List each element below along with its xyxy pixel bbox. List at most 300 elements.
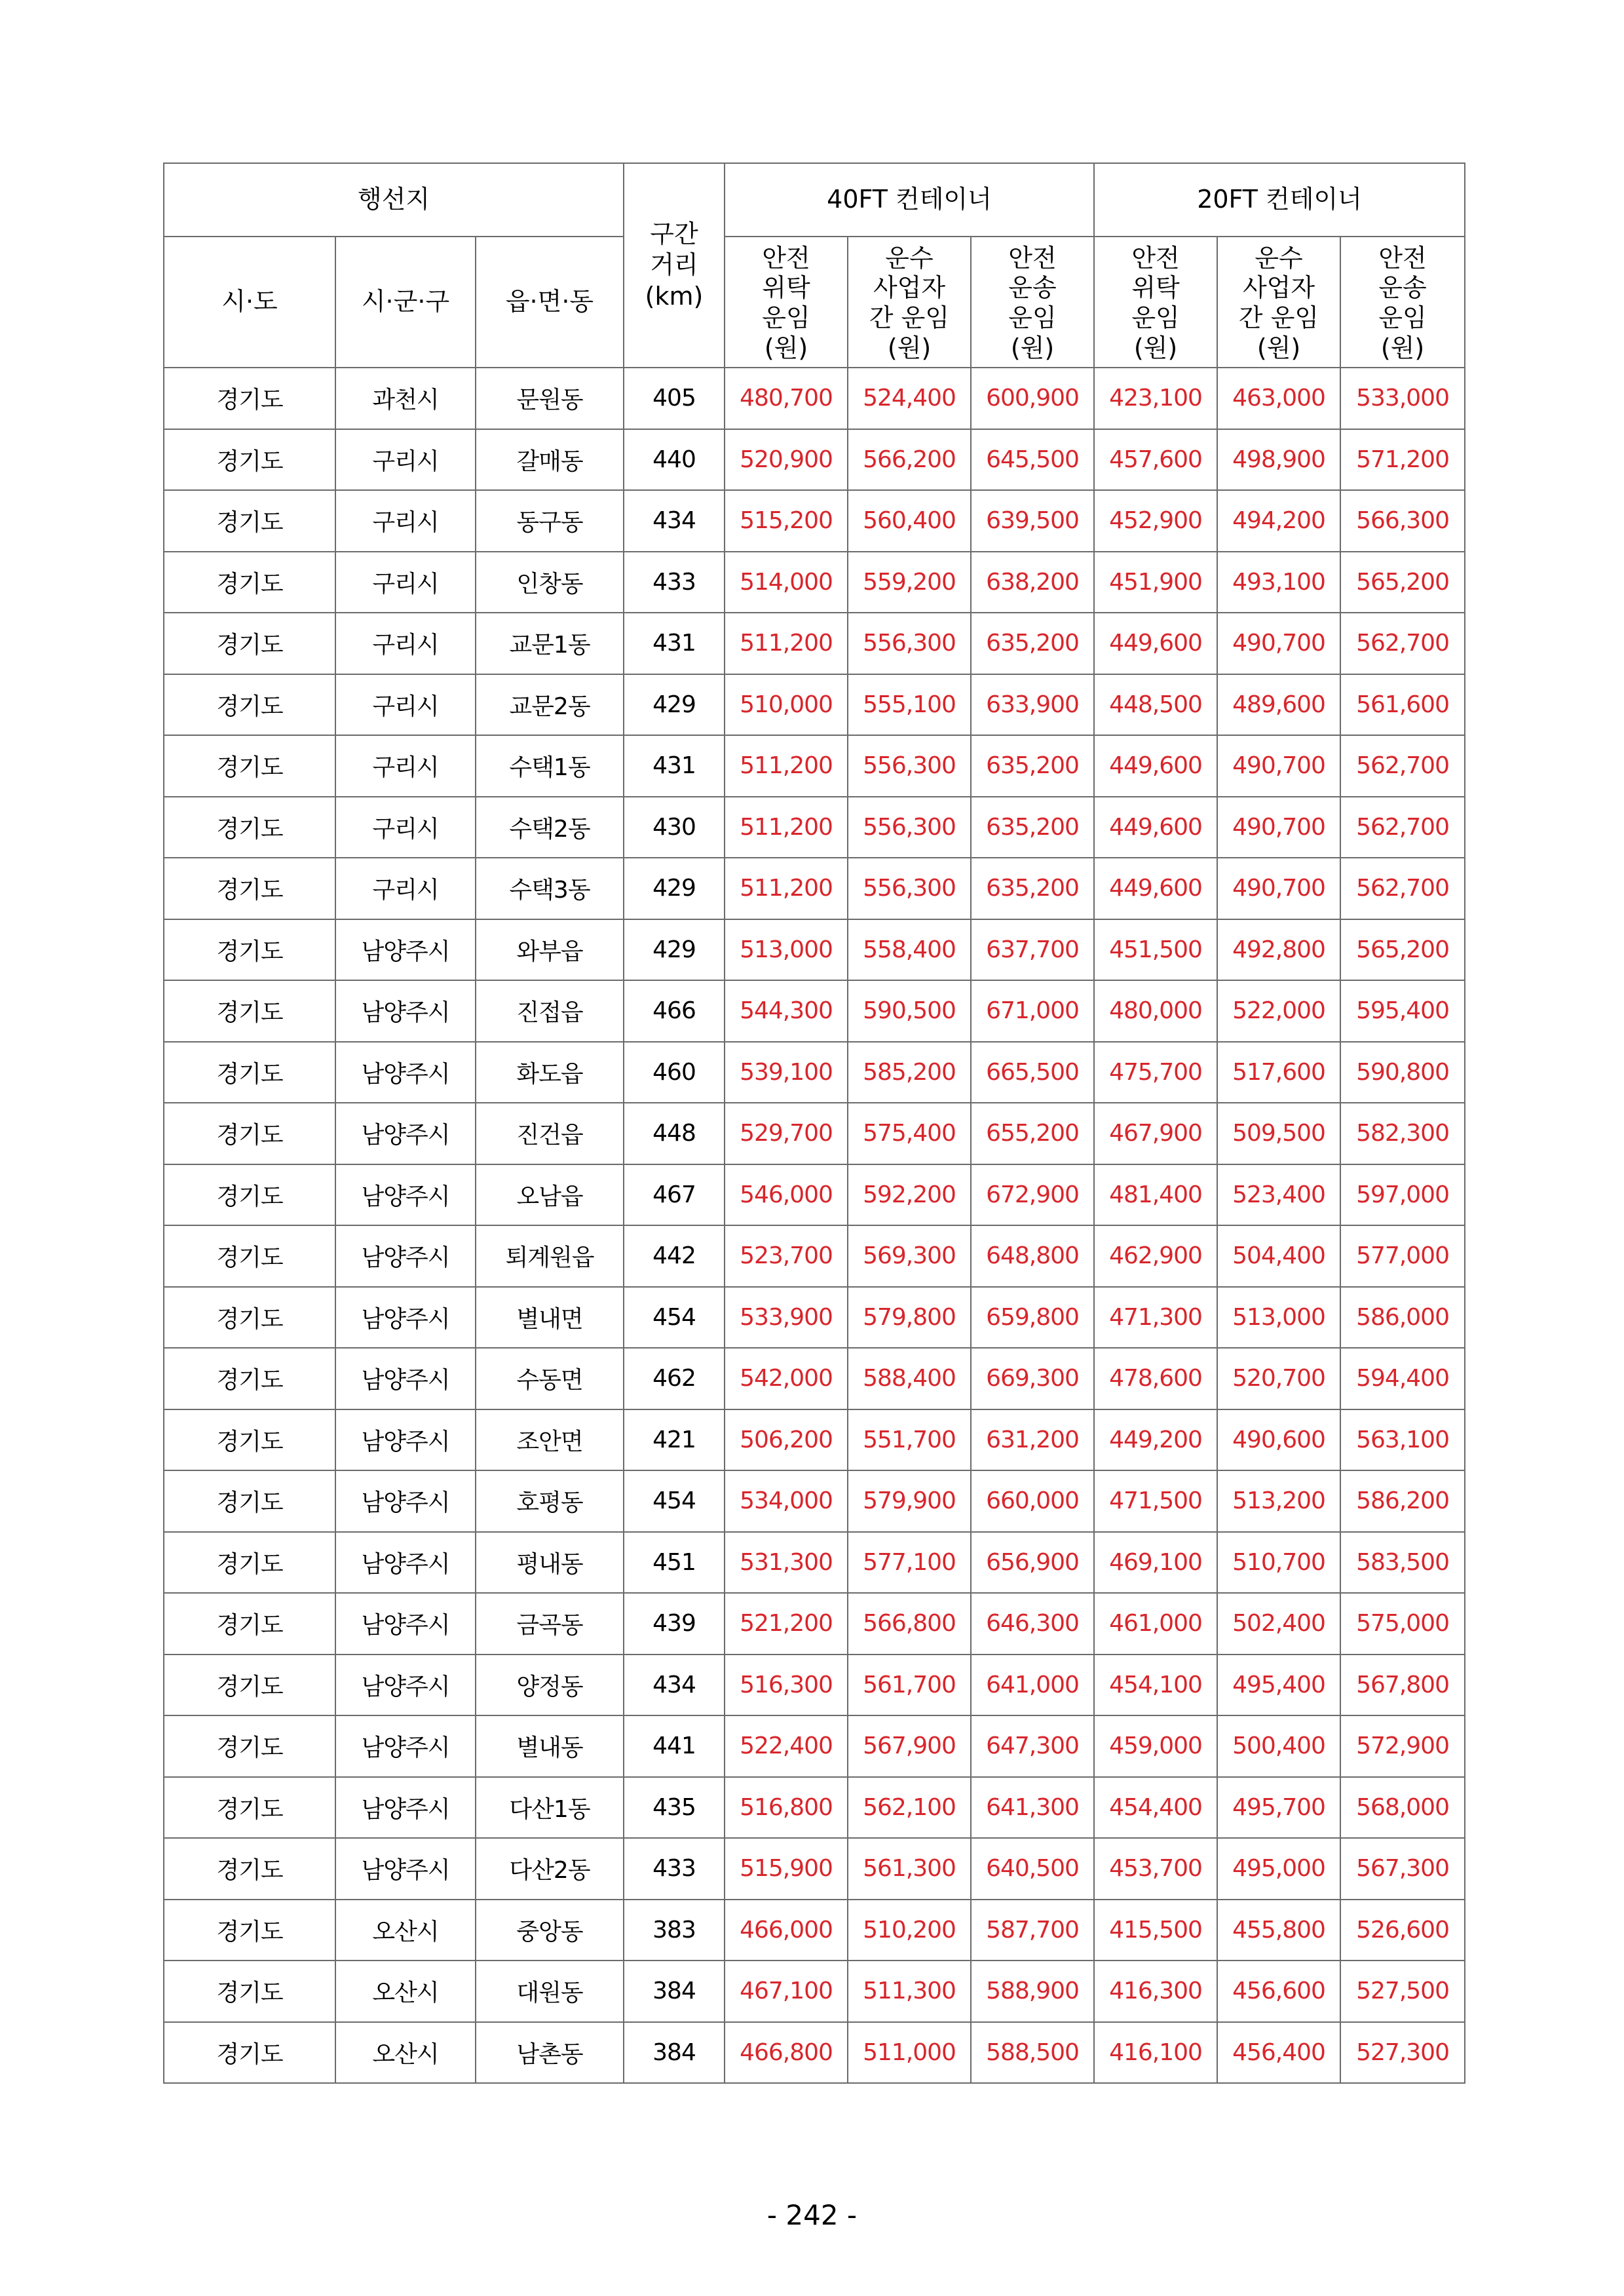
distance-cell: 454 [624, 1470, 725, 1532]
40ft-safe-consign-fee-cell: 520,900 [725, 429, 848, 491]
20ft-safe-transport-fee-cell: 597,000 [1340, 1164, 1465, 1226]
distance-cell: 405 [624, 368, 725, 429]
40ft-safe-consign-fee-cell: 506,200 [725, 1409, 848, 1471]
40ft-safe-consign-fee-cell: 529,700 [725, 1103, 848, 1164]
distance-cell: 431 [624, 735, 725, 797]
20ft-safe-transport-fee-cell: 526,600 [1340, 1900, 1465, 1961]
20ft-carrier-fee-cell: 455,800 [1217, 1900, 1340, 1961]
distance-cell: 383 [624, 1900, 725, 1961]
40ft-safe-consign-fee-cell: 466,800 [725, 2022, 848, 2084]
40ft-safe-consign-fee-cell: 513,000 [725, 919, 848, 981]
40ft-carrier-fee-cell: 559,200 [848, 552, 971, 613]
city-cell: 남양주시 [335, 1225, 476, 1287]
city-cell: 남양주시 [335, 1042, 476, 1103]
city-cell: 남양주시 [335, 1777, 476, 1839]
40ft-safe-consign-fee-header: 안전 위탁 운임 (원) [725, 237, 848, 368]
20ft-safe-transport-fee-cell: 562,700 [1340, 613, 1465, 674]
40ft-safe-transport-fee-cell: 646,300 [971, 1593, 1094, 1655]
40ft-safe-consign-fee-cell: 516,300 [725, 1655, 848, 1716]
table-row [164, 1103, 1465, 1164]
city-cell: 구리시 [335, 490, 476, 552]
town-cell: 교문1동 [476, 613, 624, 674]
40ft-safe-transport-fee-cell: 631,200 [971, 1409, 1094, 1471]
town-cell: 조안면 [476, 1409, 624, 1471]
40ft-safe-transport-fee-cell: 639,500 [971, 490, 1094, 552]
distance-cell: 466 [624, 980, 725, 1042]
city-cell: 구리시 [335, 674, 476, 736]
distance-cell: 430 [624, 797, 725, 858]
40ft-safe-transport-fee-cell: 641,300 [971, 1777, 1094, 1839]
20ft-safe-transport-fee-cell: 566,300 [1340, 490, 1465, 552]
table-row [164, 1287, 1465, 1349]
town-cell: 수동면 [476, 1348, 624, 1409]
town-cell: 남촌동 [476, 2022, 624, 2084]
20ft-safe-transport-fee-cell: 583,500 [1340, 1532, 1465, 1594]
distance-cell: 384 [624, 1961, 725, 2022]
20ft-safe-consign-fee-cell: 461,000 [1094, 1593, 1217, 1655]
20ft-carrier-fee-cell: 520,700 [1217, 1348, 1340, 1409]
40ft-safe-consign-fee-cell: 480,700 [725, 368, 848, 429]
distance-cell: 448 [624, 1103, 725, 1164]
20ft-safe-transport-fee-cell: 582,300 [1340, 1103, 1465, 1164]
town-cell: 다산1동 [476, 1777, 624, 1839]
town-cell: 문원동 [476, 368, 624, 429]
town-cell: 퇴계원읍 [476, 1225, 624, 1287]
province-cell: 경기도 [164, 1900, 335, 1961]
40ft-carrier-fee-cell: 555,100 [848, 674, 971, 736]
40ft-safe-consign-fee-cell: 531,300 [725, 1532, 848, 1594]
20ft-safe-transport-fee-cell: 562,700 [1340, 858, 1465, 919]
table-row [164, 1409, 1465, 1471]
distance-cell: 434 [624, 490, 725, 552]
province-cell: 경기도 [164, 1961, 335, 2022]
town-header: 읍·면·동 [476, 237, 624, 368]
40ft-safe-transport-fee-cell: 665,500 [971, 1042, 1094, 1103]
city-cell: 남양주시 [335, 1593, 476, 1655]
table-row [164, 1532, 1465, 1594]
40ft-carrier-fee-cell: 510,200 [848, 1900, 971, 1961]
20ft-carrier-fee-header: 운수 사업자 간 운임 (원) [1217, 237, 1340, 368]
distance-cell: 421 [624, 1409, 725, 1471]
distance-cell: 433 [624, 552, 725, 613]
province-cell: 경기도 [164, 1348, 335, 1409]
40ft-carrier-fee-cell: 561,700 [848, 1655, 971, 1716]
20ft-safe-consign-fee-cell: 453,700 [1094, 1838, 1217, 1900]
table-row [164, 674, 1465, 736]
20ft-safe-transport-fee-cell: 562,700 [1340, 797, 1465, 858]
province-cell: 경기도 [164, 919, 335, 981]
province-cell: 경기도 [164, 1103, 335, 1164]
40ft-safe-consign-fee-cell: 542,000 [725, 1348, 848, 1409]
city-cell: 남양주시 [335, 1409, 476, 1471]
20ft-carrier-fee-cell: 510,700 [1217, 1532, 1340, 1594]
20ft-safe-transport-fee-cell: 565,200 [1340, 919, 1465, 981]
table-row [164, 552, 1465, 613]
distance-cell: 441 [624, 1715, 725, 1777]
province-cell: 경기도 [164, 1838, 335, 1900]
city-cell: 남양주시 [335, 1164, 476, 1226]
province-cell: 경기도 [164, 490, 335, 552]
20ft-carrier-fee-cell: 517,600 [1217, 1042, 1340, 1103]
20ft-safe-transport-fee-cell: 567,800 [1340, 1655, 1465, 1716]
40ft-carrier-fee-cell: 524,400 [848, 368, 971, 429]
town-cell: 수택1동 [476, 735, 624, 797]
40ft-safe-consign-fee-cell: 467,100 [725, 1961, 848, 2022]
40ft-safe-transport-fee-cell: 638,200 [971, 552, 1094, 613]
20ft-safe-consign-fee-cell: 415,500 [1094, 1900, 1217, 1961]
20ft-safe-consign-fee-cell: 451,500 [1094, 919, 1217, 981]
town-cell: 호평동 [476, 1470, 624, 1532]
20ft-carrier-fee-cell: 504,400 [1217, 1225, 1340, 1287]
20ft-safe-consign-fee-cell: 449,600 [1094, 613, 1217, 674]
town-cell: 별내면 [476, 1287, 624, 1349]
40ft-safe-transport-fee-cell: 588,500 [971, 2022, 1094, 2084]
20ft-safe-transport-fee-cell: 561,600 [1340, 674, 1465, 736]
20ft-safe-consign-fee-cell: 469,100 [1094, 1532, 1217, 1594]
province-cell: 경기도 [164, 1409, 335, 1471]
40ft-safe-transport-fee-cell: 645,500 [971, 429, 1094, 491]
20ft-safe-consign-fee-cell: 423,100 [1094, 368, 1217, 429]
distance-cell: 460 [624, 1042, 725, 1103]
destination-group-header: 행선지 [164, 163, 624, 237]
40ft-carrier-fee-cell: 585,200 [848, 1042, 971, 1103]
40ft-safe-consign-fee-cell: 544,300 [725, 980, 848, 1042]
20ft-carrier-fee-cell: 489,600 [1217, 674, 1340, 736]
city-cell: 남양주시 [335, 1655, 476, 1716]
distance-cell: 454 [624, 1287, 725, 1349]
20ft-safe-transport-fee-cell: 577,000 [1340, 1225, 1465, 1287]
40ft-safe-consign-fee-cell: 514,000 [725, 552, 848, 613]
distance-cell: 431 [624, 613, 725, 674]
town-cell: 대원동 [476, 1961, 624, 2022]
province-cell: 경기도 [164, 1777, 335, 1839]
40ft-carrier-fee-cell: 566,800 [848, 1593, 971, 1655]
40ft-safe-transport-fee-cell: 637,700 [971, 919, 1094, 981]
20ft-safe-transport-fee-cell: 594,400 [1340, 1348, 1465, 1409]
20ft-carrier-fee-cell: 456,400 [1217, 2022, 1340, 2084]
freight-rate-table [163, 163, 1465, 2084]
table-row [164, 980, 1465, 1042]
40ft-carrier-fee-cell: 579,900 [848, 1470, 971, 1532]
40ft-safe-consign-fee-cell: 534,000 [725, 1470, 848, 1532]
20ft-carrier-fee-cell: 495,700 [1217, 1777, 1340, 1839]
40ft-safe-transport-fee-header: 안전 운송 운임 (원) [971, 237, 1094, 368]
20ft-safe-transport-fee-cell: 586,200 [1340, 1470, 1465, 1532]
city-cell: 남양주시 [335, 1715, 476, 1777]
town-cell: 다산2동 [476, 1838, 624, 1900]
table-row [164, 1838, 1465, 1900]
20ft-carrier-fee-cell: 509,500 [1217, 1103, 1340, 1164]
city-cell: 구리시 [335, 429, 476, 491]
city-cell: 남양주시 [335, 1838, 476, 1900]
town-cell: 양정동 [476, 1655, 624, 1716]
20ft-safe-transport-fee-cell: 595,400 [1340, 980, 1465, 1042]
40ft-safe-consign-fee-cell: 511,200 [725, 735, 848, 797]
40ft-safe-transport-fee-cell: 647,300 [971, 1715, 1094, 1777]
distance-cell: 462 [624, 1348, 725, 1409]
distance-cell: 433 [624, 1838, 725, 1900]
city-cell: 구리시 [335, 797, 476, 858]
40ft-carrier-fee-cell: 558,400 [848, 919, 971, 981]
40ft-carrier-fee-cell: 561,300 [848, 1838, 971, 1900]
table-row [164, 1655, 1465, 1716]
40ft-safe-transport-fee-cell: 660,000 [971, 1470, 1094, 1532]
40ft-carrier-fee-cell: 551,700 [848, 1409, 971, 1471]
40ft-safe-consign-fee-cell: 522,400 [725, 1715, 848, 1777]
20ft-carrier-fee-cell: 490,700 [1217, 735, 1340, 797]
distance-cell: 429 [624, 674, 725, 736]
20ft-safe-consign-fee-cell: 475,700 [1094, 1042, 1217, 1103]
city-cell: 오산시 [335, 2022, 476, 2084]
20ft-carrier-fee-cell: 490,700 [1217, 797, 1340, 858]
city-cell: 남양주시 [335, 1470, 476, 1532]
20ft-carrier-fee-cell: 463,000 [1217, 368, 1340, 429]
20ft-safe-consign-fee-cell: 448,500 [1094, 674, 1217, 736]
40ft-carrier-fee-cell: 567,900 [848, 1715, 971, 1777]
page-number: - 242 - [766, 2199, 858, 2231]
20ft-carrier-fee-cell: 492,800 [1217, 919, 1340, 981]
table-row [164, 1900, 1465, 1961]
table-row [164, 1164, 1465, 1226]
table-row [164, 1593, 1465, 1655]
town-cell: 진접읍 [476, 980, 624, 1042]
town-cell: 수택2동 [476, 797, 624, 858]
40ft-carrier-fee-cell: 588,400 [848, 1348, 971, 1409]
table-row [164, 1715, 1465, 1777]
distance-cell: 384 [624, 2022, 725, 2084]
40ft-safe-consign-fee-cell: 523,700 [725, 1225, 848, 1287]
20ft-carrier-fee-cell: 500,400 [1217, 1715, 1340, 1777]
table-row [164, 797, 1465, 858]
province-cell: 경기도 [164, 797, 335, 858]
20ft-safe-consign-fee-cell: 478,600 [1094, 1348, 1217, 1409]
town-cell: 금곡동 [476, 1593, 624, 1655]
40ft-safe-transport-fee-cell: 635,200 [971, 797, 1094, 858]
distance-cell: 435 [624, 1777, 725, 1839]
table-row [164, 1777, 1465, 1839]
town-cell: 교문2동 [476, 674, 624, 736]
20ft-safe-consign-fee-cell: 467,900 [1094, 1103, 1217, 1164]
table-row [164, 1470, 1465, 1532]
20ft-safe-consign-fee-cell: 451,900 [1094, 552, 1217, 613]
table-row [164, 368, 1465, 429]
40ft-carrier-fee-cell: 556,300 [848, 797, 971, 858]
container-40ft-header: 40FT 컨테이너 [725, 163, 1094, 237]
40ft-carrier-fee-cell: 579,800 [848, 1287, 971, 1349]
40ft-safe-transport-fee-cell: 659,800 [971, 1287, 1094, 1349]
20ft-safe-transport-fee-cell: 527,500 [1340, 1961, 1465, 2022]
40ft-carrier-fee-cell: 575,400 [848, 1103, 971, 1164]
city-cell: 과천시 [335, 368, 476, 429]
20ft-safe-transport-fee-cell: 571,200 [1340, 429, 1465, 491]
40ft-safe-consign-fee-cell: 521,200 [725, 1593, 848, 1655]
40ft-carrier-fee-cell: 592,200 [848, 1164, 971, 1226]
province-cell: 경기도 [164, 429, 335, 491]
20ft-safe-transport-fee-cell: 572,900 [1340, 1715, 1465, 1777]
40ft-safe-transport-fee-cell: 635,200 [971, 858, 1094, 919]
20ft-carrier-fee-cell: 490,700 [1217, 858, 1340, 919]
table-row [164, 2022, 1465, 2084]
table-row [164, 1225, 1465, 1287]
20ft-safe-consign-fee-cell: 416,300 [1094, 1961, 1217, 2022]
20ft-safe-consign-fee-cell: 449,600 [1094, 858, 1217, 919]
20ft-carrier-fee-cell: 490,700 [1217, 613, 1340, 674]
town-cell: 평내동 [476, 1532, 624, 1594]
city-cell: 남양주시 [335, 980, 476, 1042]
town-cell: 갈매동 [476, 429, 624, 491]
20ft-safe-consign-fee-cell: 454,400 [1094, 1777, 1217, 1839]
20ft-safe-transport-fee-header: 안전 운송 운임 (원) [1340, 237, 1465, 368]
40ft-safe-transport-fee-cell: 600,900 [971, 368, 1094, 429]
distance-cell: 467 [624, 1164, 725, 1226]
40ft-safe-consign-fee-cell: 516,800 [725, 1777, 848, 1839]
town-cell: 화도읍 [476, 1042, 624, 1103]
20ft-carrier-fee-cell: 494,200 [1217, 490, 1340, 552]
40ft-safe-transport-fee-cell: 635,200 [971, 613, 1094, 674]
40ft-safe-transport-fee-cell: 656,900 [971, 1532, 1094, 1594]
20ft-safe-transport-fee-cell: 575,000 [1340, 1593, 1465, 1655]
40ft-carrier-fee-header: 운수 사업자 간 운임 (원) [848, 237, 971, 368]
40ft-carrier-fee-cell: 511,300 [848, 1961, 971, 2022]
table-row [164, 613, 1465, 674]
20ft-safe-consign-fee-cell: 449,600 [1094, 797, 1217, 858]
20ft-safe-consign-fee-cell: 454,100 [1094, 1655, 1217, 1716]
40ft-carrier-fee-cell: 590,500 [848, 980, 971, 1042]
city-cell: 남양주시 [335, 1287, 476, 1349]
20ft-carrier-fee-cell: 495,000 [1217, 1838, 1340, 1900]
city-header: 시·군·구 [335, 237, 476, 368]
province-cell: 경기도 [164, 1532, 335, 1594]
city-cell: 오산시 [335, 1961, 476, 2022]
40ft-safe-consign-fee-cell: 533,900 [725, 1287, 848, 1349]
town-cell: 중앙동 [476, 1900, 624, 1961]
province-cell: 경기도 [164, 1593, 335, 1655]
table-row [164, 735, 1465, 797]
distance-cell: 451 [624, 1532, 725, 1594]
20ft-safe-transport-fee-cell: 533,000 [1340, 368, 1465, 429]
province-cell: 경기도 [164, 1287, 335, 1349]
distance-cell: 439 [624, 1593, 725, 1655]
province-cell: 경기도 [164, 735, 335, 797]
table-body [164, 368, 1465, 2083]
40ft-safe-transport-fee-cell: 655,200 [971, 1103, 1094, 1164]
20ft-carrier-fee-cell: 522,000 [1217, 980, 1340, 1042]
city-cell: 남양주시 [335, 1103, 476, 1164]
20ft-safe-transport-fee-cell: 527,300 [1340, 2022, 1465, 2084]
20ft-safe-consign-fee-cell: 471,500 [1094, 1470, 1217, 1532]
20ft-safe-transport-fee-cell: 562,700 [1340, 735, 1465, 797]
40ft-safe-transport-fee-cell: 588,900 [971, 1961, 1094, 2022]
town-cell: 진건읍 [476, 1103, 624, 1164]
20ft-carrier-fee-cell: 493,100 [1217, 552, 1340, 613]
40ft-safe-transport-fee-cell: 587,700 [971, 1900, 1094, 1961]
20ft-carrier-fee-cell: 498,900 [1217, 429, 1340, 491]
city-cell: 남양주시 [335, 1348, 476, 1409]
20ft-safe-consign-fee-cell: 471,300 [1094, 1287, 1217, 1349]
40ft-carrier-fee-cell: 556,300 [848, 735, 971, 797]
20ft-carrier-fee-cell: 523,400 [1217, 1164, 1340, 1226]
province-cell: 경기도 [164, 1470, 335, 1532]
20ft-carrier-fee-cell: 490,600 [1217, 1409, 1340, 1471]
20ft-safe-consign-fee-cell: 480,000 [1094, 980, 1217, 1042]
town-cell: 별내동 [476, 1715, 624, 1777]
20ft-safe-consign-fee-cell: 416,100 [1094, 2022, 1217, 2084]
city-cell: 구리시 [335, 858, 476, 919]
distance-cell: 442 [624, 1225, 725, 1287]
40ft-safe-transport-fee-cell: 640,500 [971, 1838, 1094, 1900]
40ft-carrier-fee-cell: 556,300 [848, 858, 971, 919]
40ft-carrier-fee-cell: 577,100 [848, 1532, 971, 1594]
20ft-carrier-fee-cell: 513,200 [1217, 1470, 1340, 1532]
20ft-safe-transport-fee-cell: 563,100 [1340, 1409, 1465, 1471]
province-cell: 경기도 [164, 1164, 335, 1226]
distance-cell: 440 [624, 429, 725, 491]
40ft-safe-transport-fee-cell: 635,200 [971, 735, 1094, 797]
table-row [164, 858, 1465, 919]
container-20ft-header: 20FT 컨테이너 [1094, 163, 1465, 237]
province-header: 시·도 [164, 237, 335, 368]
20ft-carrier-fee-cell: 513,000 [1217, 1287, 1340, 1349]
40ft-safe-consign-fee-cell: 510,000 [725, 674, 848, 736]
province-cell: 경기도 [164, 858, 335, 919]
table-row [164, 1042, 1465, 1103]
city-cell: 구리시 [335, 735, 476, 797]
20ft-safe-consign-fee-cell: 452,900 [1094, 490, 1217, 552]
table-row [164, 1961, 1465, 2022]
province-cell: 경기도 [164, 1042, 335, 1103]
20ft-safe-transport-fee-cell: 567,300 [1340, 1838, 1465, 1900]
20ft-carrier-fee-cell: 456,600 [1217, 1961, 1340, 2022]
20ft-safe-transport-fee-cell: 568,000 [1340, 1777, 1465, 1839]
40ft-safe-consign-fee-cell: 466,000 [725, 1900, 848, 1961]
40ft-carrier-fee-cell: 566,200 [848, 429, 971, 491]
40ft-carrier-fee-cell: 560,400 [848, 490, 971, 552]
40ft-safe-transport-fee-cell: 669,300 [971, 1348, 1094, 1409]
40ft-safe-transport-fee-cell: 633,900 [971, 674, 1094, 736]
town-cell: 오남읍 [476, 1164, 624, 1226]
province-cell: 경기도 [164, 1655, 335, 1716]
40ft-carrier-fee-cell: 556,300 [848, 613, 971, 674]
province-cell: 경기도 [164, 1225, 335, 1287]
40ft-safe-consign-fee-cell: 511,200 [725, 797, 848, 858]
40ft-carrier-fee-cell: 569,300 [848, 1225, 971, 1287]
province-cell: 경기도 [164, 2022, 335, 2084]
40ft-carrier-fee-cell: 511,000 [848, 2022, 971, 2084]
city-cell: 남양주시 [335, 919, 476, 981]
city-cell: 오산시 [335, 1900, 476, 1961]
province-cell: 경기도 [164, 368, 335, 429]
20ft-safe-consign-fee-cell: 462,900 [1094, 1225, 1217, 1287]
20ft-safe-consign-fee-cell: 457,600 [1094, 429, 1217, 491]
distance-header: 구간 거리 (km) [624, 163, 725, 368]
20ft-safe-transport-fee-cell: 586,000 [1340, 1287, 1465, 1349]
20ft-safe-transport-fee-cell: 565,200 [1340, 552, 1465, 613]
40ft-safe-consign-fee-cell: 515,200 [725, 490, 848, 552]
distance-cell: 429 [624, 919, 725, 981]
province-cell: 경기도 [164, 674, 335, 736]
town-cell: 인창동 [476, 552, 624, 613]
20ft-safe-consign-fee-cell: 459,000 [1094, 1715, 1217, 1777]
distance-cell: 434 [624, 1655, 725, 1716]
20ft-safe-consign-fee-cell: 449,600 [1094, 735, 1217, 797]
town-cell: 동구동 [476, 490, 624, 552]
town-cell: 와부읍 [476, 919, 624, 981]
city-cell: 남양주시 [335, 1532, 476, 1594]
table-row [164, 919, 1465, 981]
40ft-safe-transport-fee-cell: 672,900 [971, 1164, 1094, 1226]
town-cell: 수택3동 [476, 858, 624, 919]
20ft-safe-consign-fee-cell: 449,200 [1094, 1409, 1217, 1471]
